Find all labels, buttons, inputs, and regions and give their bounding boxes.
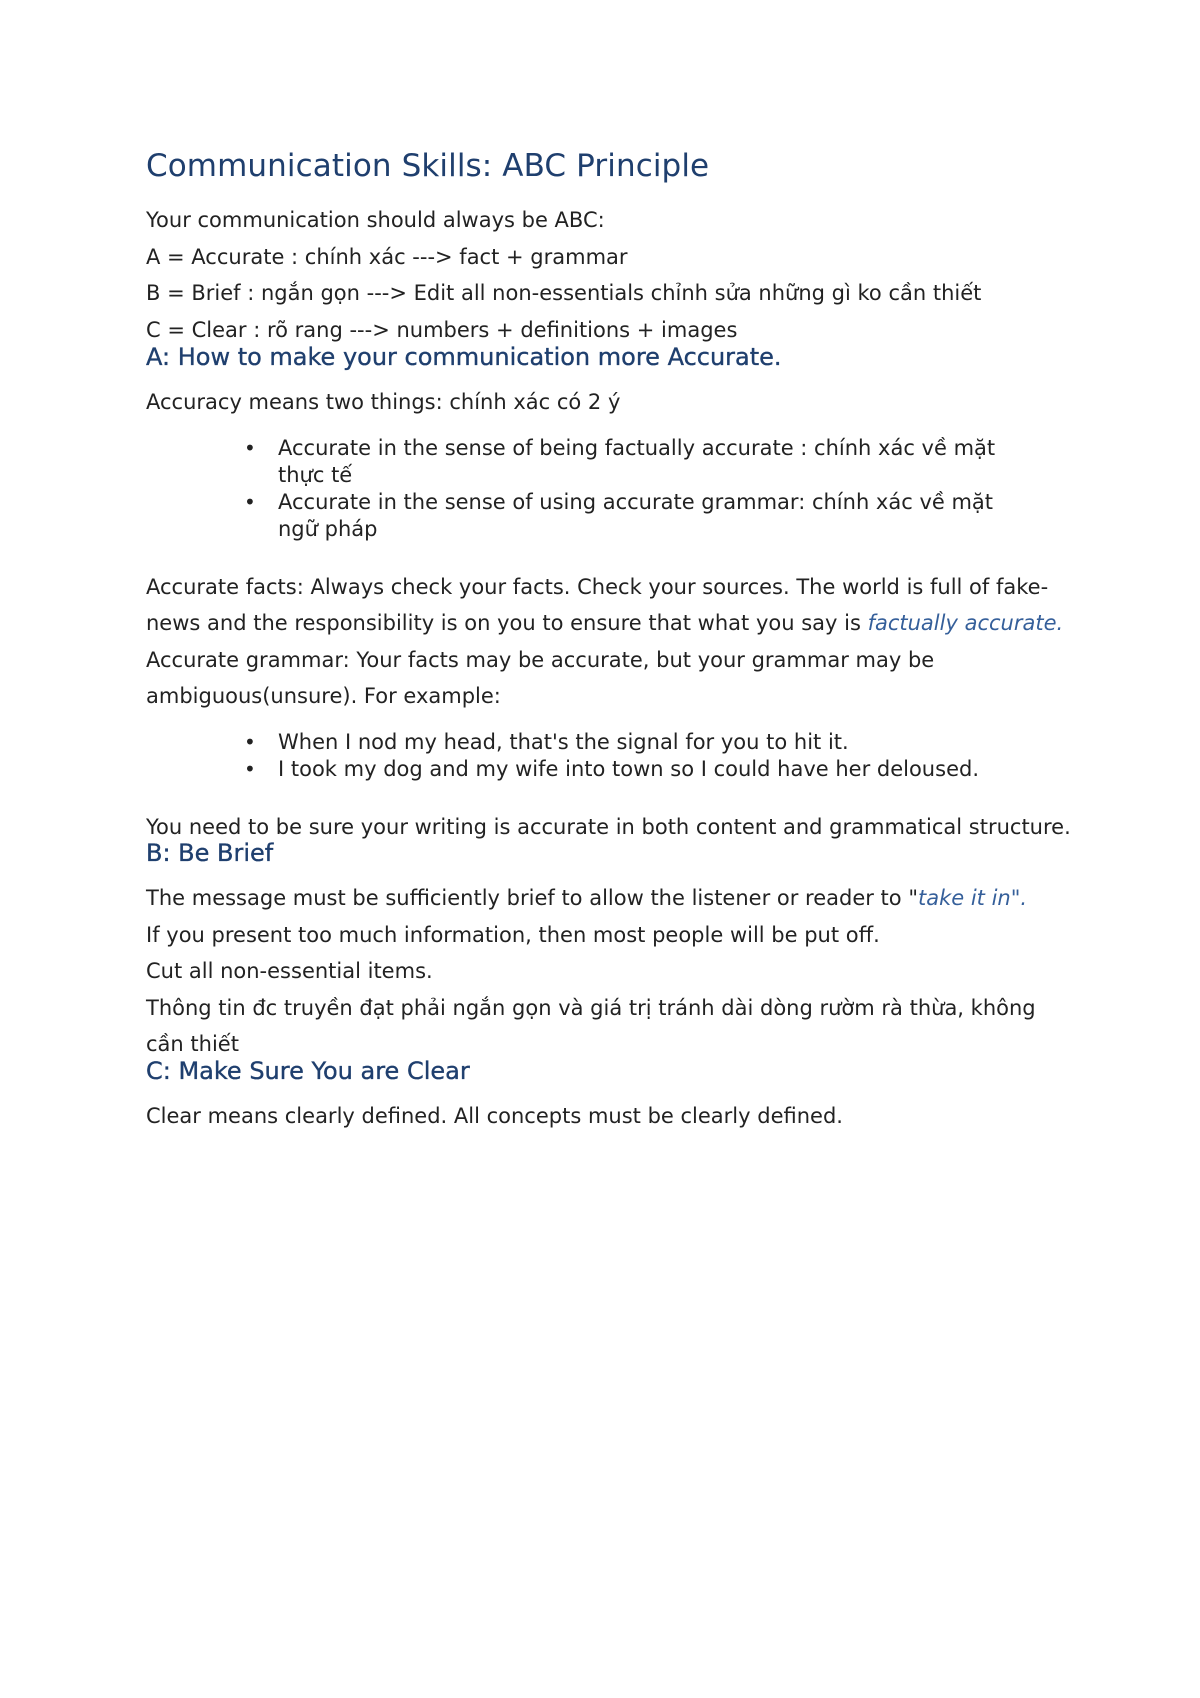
accurate-facts-paragraph <box>146 569 1076 642</box>
intro-line-b: B = Brief : ngắn gọn ---> Edit all non-essentials chỉnh sửa những gì ko cần thiết <box>146 281 982 305</box>
list-item-text: When I nod my head, that's the signal for you to hit it. <box>278 729 849 754</box>
list-item <box>244 729 1076 756</box>
document-title: Communication Skills: ABC Principle <box>146 148 710 184</box>
section-a-heading: A: How to make your communication more Accurate. <box>146 343 782 371</box>
document-page <box>146 144 1076 1134</box>
bullet-icon: • <box>244 489 256 514</box>
accuracy-bullet-list <box>146 435 1076 543</box>
grammar-example-list <box>146 729 1076 783</box>
list-item-text: I took my dog and my wife into town so I could have her deloused. <box>278 756 979 781</box>
bullet-icon: • <box>244 729 256 754</box>
intro-line: Your communication should always be ABC: <box>146 208 605 232</box>
take-it-in-emphasis: take it in". <box>917 886 1028 910</box>
bullet-icon: • <box>244 756 256 781</box>
brief-paragraph <box>146 880 1076 917</box>
brief-line-4: Thông tin đc truyền đạt phải ngắn gọn và giá trị tránh dài dòng rườm rà thừa, không cần thiết <box>146 995 1036 1056</box>
accurate-grammar-paragraph: Accurate grammar: Your facts may be accurate, but your grammar may be ambiguous(unsure). For example: <box>146 647 935 708</box>
intro-line-a: A = Accurate : chính xác ---> fact + grammar <box>146 244 628 269</box>
section-a-conclusion: You need to be sure your writing is accurate in both content and grammatical structure. <box>146 814 1071 839</box>
list-item-text: Accurate in the sense of being factually accurate : chính xác về mặt thực tế <box>278 435 996 487</box>
list-item-text: Accurate in the sense of using accurate grammar: chính xác về mặt ngữ pháp <box>278 489 994 541</box>
brief-text: The message must be sufficiently brief to allow the listener or reader to " <box>146 886 918 910</box>
factually-accurate-emphasis: factually accurate. <box>867 611 1064 635</box>
intro-line-c: C = Clear : rõ rang ---> numbers + definitions + images <box>146 317 738 342</box>
brief-line-2: If you present too much information, then most people will be put off. <box>146 922 880 947</box>
clear-line-1: Clear means clearly defined. All concepts must be clearly defined. <box>146 1103 843 1128</box>
section-c-heading: C: Make Sure You are Clear <box>146 1056 470 1085</box>
accurate-facts-text: Accurate facts: Always check your facts. Check your sources. The world is full of fake-news and the responsibility is on you to ensure that what you say is <box>146 574 1049 635</box>
brief-line-3: Cut all non-essential items. <box>146 959 433 983</box>
list-item <box>244 489 1076 543</box>
list-item <box>244 435 1076 489</box>
section-b-heading: B: Be Brief <box>146 839 274 867</box>
bullet-icon: • <box>244 435 256 460</box>
accuracy-intro: Accuracy means two things: chính xác có 2 ý <box>146 390 621 414</box>
list-item <box>244 756 1076 783</box>
